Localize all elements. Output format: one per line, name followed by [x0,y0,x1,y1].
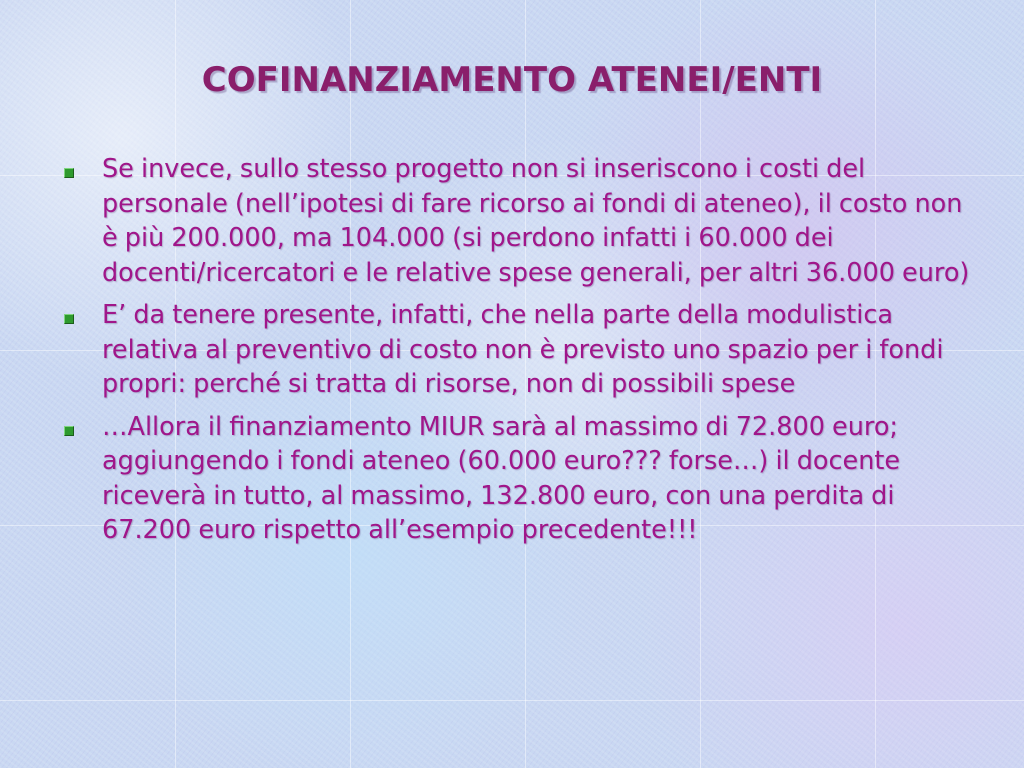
list-item [58,152,973,290]
list-item [58,298,973,402]
slide-title: COFINANZIAMENTO ATENEI/ENTI [201,60,823,100]
bullet-list [58,152,973,556]
square-bullet-icon [64,168,74,178]
bullet-text: …Allora il finanziamento MIUR sarà al massimo di 72.800 euro; aggiungendo i fondi ateneo (60.000 euro??? forse…) il docente riceverà in tutto, al massimo, 132.800 euro, con una perdita di 67.200 euro rispetto all’esempio precedente!!! [102,411,901,545]
square-bullet-icon [64,426,74,436]
background-grid-line [0,700,1024,701]
square-bullet-icon [64,314,74,324]
bullet-text: Se invece, sullo stesso progetto non si inseriscono i costi del personale (nell’ipotesi di fare ricorso ai fondi di ateneo), il costo non è più 200.000, ma 104.000 (si perdono infatti i 60.000 dei docenti/ricercatori e le relative spese generali, per altri 36.000 euro) [102,154,970,288]
list-item [58,410,973,548]
bullet-text: E’ da tenere presente, infatti, che nella parte della modulistica relativa al preventivo di costo non è previsto uno spazio per i fondi propri: perché si tratta di risorse, non di possibili spese [102,300,944,399]
